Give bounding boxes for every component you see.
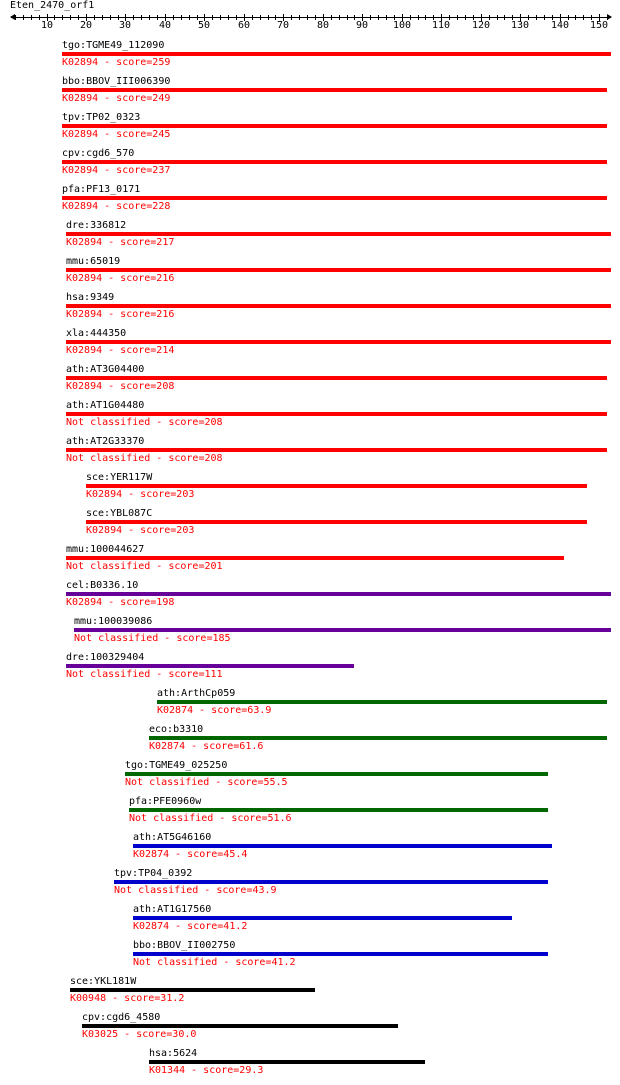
- alignment-bar[interactable]: [74, 628, 611, 632]
- ortholog-score-link[interactable]: K02894 - score=249: [62, 93, 171, 104]
- axis-tick-label: 30: [118, 20, 132, 31]
- gene-link[interactable]: sce:YER117W: [86, 472, 153, 483]
- ortholog-score-link[interactable]: K02894 - score=198: [66, 597, 175, 608]
- axis-minor-tick: [299, 15, 300, 20]
- ortholog-score-link[interactable]: Not classified - score=111: [66, 669, 223, 680]
- gene-link[interactable]: cel:B0336.10: [66, 580, 139, 591]
- ortholog-score-link[interactable]: K01344 - score=29.3: [149, 1065, 264, 1076]
- alignment-bar[interactable]: [86, 520, 587, 524]
- gene-link[interactable]: mmu:65019: [66, 256, 121, 267]
- alignment-bar[interactable]: [62, 196, 607, 200]
- alignment-bar[interactable]: [133, 952, 548, 956]
- axis-minor-tick: [339, 15, 340, 20]
- axis-minor-tick: [291, 15, 292, 20]
- ortholog-score-link[interactable]: Not classified - score=43.9: [114, 885, 277, 896]
- axis-minor-tick: [110, 15, 111, 20]
- query-title: Eten_2470_orf1: [10, 0, 95, 11]
- gene-link[interactable]: bbo:BBOV_III006390: [62, 76, 171, 87]
- ortholog-score-link[interactable]: K02894 - score=203: [86, 525, 195, 536]
- alignment-bar[interactable]: [66, 268, 611, 272]
- ortholog-score-link[interactable]: K02874 - score=63.9: [157, 705, 272, 716]
- axis-minor-tick: [536, 15, 537, 20]
- axis-minor-tick: [141, 15, 142, 20]
- alignment-bar[interactable]: [66, 232, 611, 236]
- gene-link[interactable]: ath:AT1G17560: [133, 904, 212, 915]
- ortholog-score-link[interactable]: Not classified - score=55.5: [125, 777, 288, 788]
- axis-minor-tick: [544, 15, 545, 20]
- axis-minor-tick: [181, 15, 182, 20]
- axis-minor-tick: [133, 15, 134, 20]
- ortholog-score-link[interactable]: K02894 - score=203: [86, 489, 195, 500]
- gene-link[interactable]: hsa:5624: [149, 1048, 198, 1059]
- alignment-bar[interactable]: [133, 916, 512, 920]
- gene-link[interactable]: sce:YKL181W: [70, 976, 137, 987]
- axis-minor-tick: [465, 15, 466, 20]
- axis-tick-label: 10: [40, 20, 54, 31]
- gene-link[interactable]: mmu:100039086: [74, 616, 153, 627]
- axis-tick-label: 60: [237, 20, 251, 31]
- gene-link[interactable]: pfa:PFE0960w: [129, 796, 202, 807]
- alignment-bar[interactable]: [157, 700, 607, 704]
- axis-minor-tick: [504, 15, 505, 20]
- axis-tick-label: 120: [471, 20, 491, 31]
- axis-minor-tick: [23, 15, 24, 20]
- gene-link[interactable]: tpv:TP02_0323: [62, 112, 141, 123]
- gene-link[interactable]: tpv:TP04_0392: [114, 868, 193, 879]
- axis-minor-tick: [260, 15, 261, 20]
- ortholog-score-link[interactable]: K02894 - score=237: [62, 165, 171, 176]
- ortholog-score-link[interactable]: K00948 - score=31.2: [70, 993, 185, 1004]
- gene-link[interactable]: ath:AT2G33370: [66, 436, 145, 447]
- alignment-bar[interactable]: [149, 736, 607, 740]
- ortholog-score-link[interactable]: K02894 - score=245: [62, 129, 171, 140]
- axis-minor-tick: [70, 15, 71, 20]
- alignment-bar[interactable]: [86, 484, 587, 488]
- alignment-bar[interactable]: [62, 52, 611, 56]
- gene-link[interactable]: ath:AT5G46160: [133, 832, 212, 843]
- axis-minor-tick: [31, 15, 32, 20]
- axis-minor-tick: [497, 15, 498, 20]
- gene-link[interactable]: eco:b3310: [149, 724, 204, 735]
- axis-tick-label: 20: [79, 20, 93, 31]
- alignment-bar[interactable]: [70, 988, 315, 992]
- alignment-bar[interactable]: [66, 304, 611, 308]
- axis-minor-tick: [54, 15, 55, 20]
- alignment-bar[interactable]: [66, 556, 564, 560]
- ortholog-score-link[interactable]: K02894 - score=216: [66, 273, 175, 284]
- alignment-bar[interactable]: [66, 448, 607, 452]
- ortholog-score-link[interactable]: K02894 - score=214: [66, 345, 175, 356]
- axis-tick-label: 130: [510, 20, 530, 31]
- alignment-bar[interactable]: [62, 160, 607, 164]
- axis-minor-tick: [307, 15, 308, 20]
- axis-tick-label: 40: [158, 20, 172, 31]
- ortholog-score-link[interactable]: Not classified - score=208: [66, 417, 223, 428]
- ortholog-score-link[interactable]: Not classified - score=51.6: [129, 813, 292, 824]
- axis-minor-tick: [583, 15, 584, 20]
- ortholog-score-link[interactable]: Not classified - score=208: [66, 453, 223, 464]
- axis-minor-tick: [418, 15, 419, 20]
- axis-minor-tick: [228, 15, 229, 20]
- ortholog-score-link[interactable]: Not classified - score=201: [66, 561, 223, 572]
- axis-minor-tick: [39, 15, 40, 20]
- ortholog-score-link[interactable]: K02894 - score=228: [62, 201, 171, 212]
- axis-tick-label: 140: [550, 20, 570, 31]
- alignment-bar[interactable]: [133, 844, 552, 848]
- ortholog-score-link[interactable]: K02894 - score=216: [66, 309, 175, 320]
- axis-minor-tick: [15, 15, 16, 20]
- axis-minor-tick: [252, 15, 253, 20]
- alignment-bar[interactable]: [62, 124, 607, 128]
- axis-tick-label: 90: [355, 20, 369, 31]
- gene-link[interactable]: cpv:cgd6_570: [62, 148, 135, 159]
- axis-tick-label: 110: [431, 20, 451, 31]
- alignment-bar[interactable]: [62, 88, 607, 92]
- axis-tick-label: 50: [197, 20, 211, 31]
- gene-link[interactable]: pfa:PF13_0171: [62, 184, 141, 195]
- gene-link[interactable]: ath:AT3G04400: [66, 364, 145, 375]
- axis-minor-tick: [102, 15, 103, 20]
- axis-minor-tick: [189, 15, 190, 20]
- axis-tick-label: 150: [589, 20, 609, 31]
- axis-line: [11, 17, 611, 18]
- axis-minor-tick: [94, 15, 95, 20]
- gene-link[interactable]: cpv:cgd6_4580: [82, 1012, 161, 1023]
- ortholog-score-link[interactable]: K02894 - score=259: [62, 57, 171, 68]
- ortholog-score-link[interactable]: K02894 - score=208: [66, 381, 175, 392]
- ortholog-score-link[interactable]: K02894 - score=217: [66, 237, 175, 248]
- axis-minor-tick: [149, 15, 150, 20]
- alignment-bar[interactable]: [66, 412, 607, 416]
- ortholog-score-link[interactable]: K02874 - score=45.4: [133, 849, 248, 860]
- gene-link[interactable]: ath:AT1G04480: [66, 400, 145, 411]
- axis-tick-label: 80: [316, 20, 330, 31]
- alignment-bar[interactable]: [114, 880, 548, 884]
- axis-minor-tick: [425, 15, 426, 20]
- axis-minor-tick: [370, 15, 371, 20]
- gene-link[interactable]: tgo:TGME49_112090: [62, 40, 165, 51]
- axis-minor-tick: [157, 15, 158, 20]
- axis-minor-tick: [220, 15, 221, 20]
- alignment-bar[interactable]: [66, 664, 354, 668]
- gene-link[interactable]: ath:ArthCp059: [157, 688, 236, 699]
- ortholog-score-link[interactable]: K02874 - score=61.6: [149, 741, 264, 752]
- alignment-bar[interactable]: [66, 592, 611, 596]
- axis-minor-tick: [236, 15, 237, 20]
- axis-minor-tick: [457, 15, 458, 20]
- gene-link[interactable]: dre:336812: [66, 220, 127, 231]
- ortholog-score-link[interactable]: K03025 - score=30.0: [82, 1029, 197, 1040]
- axis-minor-tick: [173, 15, 174, 20]
- axis-minor-tick: [315, 15, 316, 20]
- axis-tick-label: 100: [392, 20, 412, 31]
- alignment-bar[interactable]: [66, 376, 607, 380]
- axis-minor-tick: [78, 15, 79, 20]
- gene-link[interactable]: mmu:100044627: [66, 544, 145, 555]
- axis-minor-tick: [268, 15, 269, 20]
- axis-minor-tick: [386, 15, 387, 20]
- ortholog-score-link[interactable]: Not classified - score=185: [74, 633, 231, 644]
- axis-minor-tick: [354, 15, 355, 20]
- alignment-bar[interactable]: [82, 1024, 398, 1028]
- ortholog-score-link[interactable]: Not classified - score=41.2: [133, 957, 296, 968]
- axis-tick-label: 70: [276, 20, 290, 31]
- ortholog-score-link[interactable]: K02874 - score=41.2: [133, 921, 248, 932]
- gene-link[interactable]: xla:444350: [66, 328, 127, 339]
- alignment-bar[interactable]: [125, 772, 548, 776]
- gene-link[interactable]: hsa:9349: [66, 292, 115, 303]
- axis-minor-tick: [347, 15, 348, 20]
- axis-minor-tick: [62, 15, 63, 20]
- axis-minor-tick: [212, 15, 213, 20]
- alignment-bar[interactable]: [66, 340, 611, 344]
- gene-link[interactable]: dre:100329404: [66, 652, 145, 663]
- alignment-bar[interactable]: [149, 1060, 425, 1064]
- axis-minor-tick: [575, 15, 576, 20]
- gene-link[interactable]: bbo:BBOV_II002750: [133, 940, 236, 951]
- gene-link[interactable]: sce:YBL087C: [86, 508, 153, 519]
- alignment-bar[interactable]: [129, 808, 548, 812]
- axis-minor-tick: [378, 15, 379, 20]
- gene-link[interactable]: tgo:TGME49_025250: [125, 760, 228, 771]
- axis-minor-tick: [331, 15, 332, 20]
- axis-minor-tick: [275, 15, 276, 20]
